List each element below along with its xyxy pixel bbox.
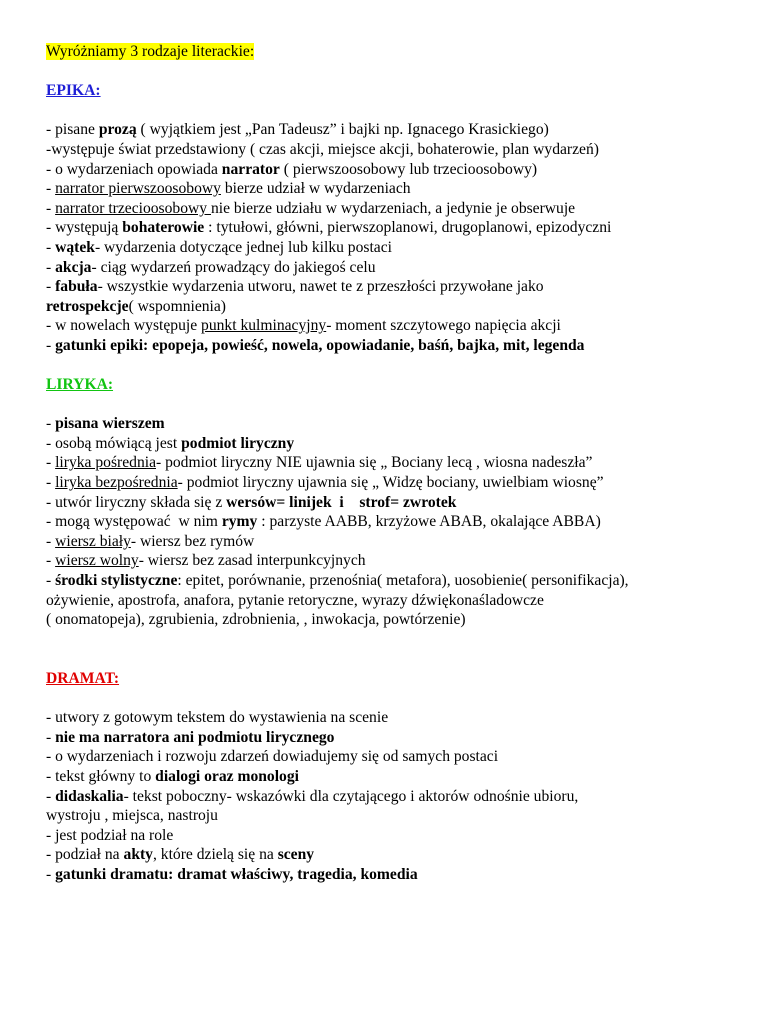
epika-section bbox=[46, 81, 746, 355]
epika-line-4: - narrator pierwszoosobowy bierze udział w wydarzeniach bbox=[46, 180, 411, 198]
spacer bbox=[46, 395, 746, 415]
spacer bbox=[46, 356, 746, 376]
spacer bbox=[46, 62, 746, 82]
dramat-section bbox=[46, 669, 746, 885]
liryka-heading: LIRYKA: bbox=[46, 376, 114, 394]
intro-line bbox=[46, 42, 746, 62]
epika-heading: EPIKA: bbox=[46, 82, 101, 100]
spacer bbox=[46, 101, 746, 121]
liryka-line-3: - liryka pośrednia- podmiot liryczny NIE ujawnia się „ Bociany lecą , wiosna nadeszła” bbox=[46, 454, 593, 472]
liryka-line-1: - pisana wierszem bbox=[46, 415, 165, 433]
liryka-line-7: - wiersz biały- wiersz bez rymów bbox=[46, 532, 255, 550]
intro-highlighted-text: Wyróżniamy 3 rodzaje literackie: bbox=[46, 43, 255, 60]
liryka-line-8: - wiersz wolny- wiersz bez zasad interpunkcyjnych bbox=[46, 552, 366, 570]
epika-line-9: - fabuła- wszystkie wydarzenia utworu, nawet te z przeszłości przywołane jako bbox=[46, 278, 544, 296]
liryka-line-6: - mogą występować w nim rymy : parzyste AABB, krzyżowe ABAB, okalające ABBA) bbox=[46, 513, 601, 531]
liryka-line-10: ożywienie, apostrofa, anafora, pytanie retoryczne, wyrazy dźwiękonaśladowcze bbox=[46, 591, 544, 609]
dramat-line-6: wystroju , miejsca, nastroju bbox=[46, 807, 218, 825]
liryka-section bbox=[46, 375, 746, 630]
dramat-line-4: - tekst główny to dialogi oraz monologi bbox=[46, 767, 299, 785]
dramat-line-2: - nie ma narratora ani podmiotu lirycznego bbox=[46, 728, 335, 746]
spacer bbox=[46, 630, 746, 650]
epika-line-7: - wątek- wydarzenia dotyczące jednej lub kilku postaci bbox=[46, 238, 392, 256]
liryka-line-2: - osobą mówiącą jest podmiot liryczny bbox=[46, 434, 295, 452]
epika-line-12: - gatunki epiki: epopeja, powieść, nowela, opowiadanie, baśń, bajka, mit, legenda bbox=[46, 336, 585, 354]
dramat-line-3: - o wydarzeniach i rozwoju zdarzeń dowiadujemy się od samych postaci bbox=[46, 748, 499, 766]
epika-line-10: retrospekcje( wspomnienia) bbox=[46, 297, 227, 315]
dramat-line-5: - didaskalia- tekst poboczny- wskazówki dla czytającego i aktorów odnośnie ubioru, bbox=[46, 787, 579, 805]
liryka-line-9: - środki stylistyczne: epitet, porównanie, przenośnia( metafora), uosobienie( personifikacja), bbox=[46, 572, 629, 590]
liryka-line-11: ( onomatopeja), zgrubienia, zdrobnienia, , inwokacja, powtórzenie) bbox=[46, 611, 466, 629]
dramat-line-9: - gatunki dramatu: dramat właściwy, tragedia, komedia bbox=[46, 865, 418, 883]
epika-line-3: - o wydarzeniach opowiada narrator ( pierwszoosobowy lub trzecioosobowy) bbox=[46, 160, 538, 178]
spacer bbox=[46, 689, 746, 709]
dramat-line-7: - jest podział na role bbox=[46, 826, 174, 844]
epika-line-1: - pisane prozą ( wyjątkiem jest „Pan Tadeusz” i bajki np. Ignacego Krasickiego) bbox=[46, 121, 549, 139]
spacer bbox=[46, 649, 746, 669]
epika-line-11: - w nowelach występuje punkt kulminacyjny- moment szczytowego napięcia akcji bbox=[46, 317, 561, 335]
dramat-line-1: - utwory z gotowym tekstem do wystawienia na scenie bbox=[46, 709, 389, 727]
liryka-line-5: - utwór liryczny składa się z wersów= linijek i strof= zwrotek bbox=[46, 493, 457, 511]
dramat-heading: DRAMAT: bbox=[46, 670, 120, 687]
dramat-line-8: - podział na akty, które dzielą się na sceny bbox=[46, 846, 315, 864]
liryka-line-4: - liryka bezpośrednia- podmiot liryczny ujawnia się „ Widzę bociany, uwielbiam wiosnę” bbox=[46, 474, 604, 492]
document-page bbox=[46, 42, 746, 885]
epika-line-5: - narrator trzecioosobowy nie bierze udziału w wydarzeniach, a jedynie je obserwuje bbox=[46, 199, 576, 217]
epika-line-6: - występują bohaterowie : tytułowi, główni, pierwszoplanowi, drugoplanowi, epizodyczni bbox=[46, 219, 612, 237]
epika-line-2: -występuje świat przedstawiony ( czas akcji, miejsce akcji, bohaterowie, plan wydarzeń) bbox=[46, 140, 599, 158]
epika-line-8: - akcja- ciąg wydarzeń prowadzący do jakiegoś celu bbox=[46, 258, 376, 276]
